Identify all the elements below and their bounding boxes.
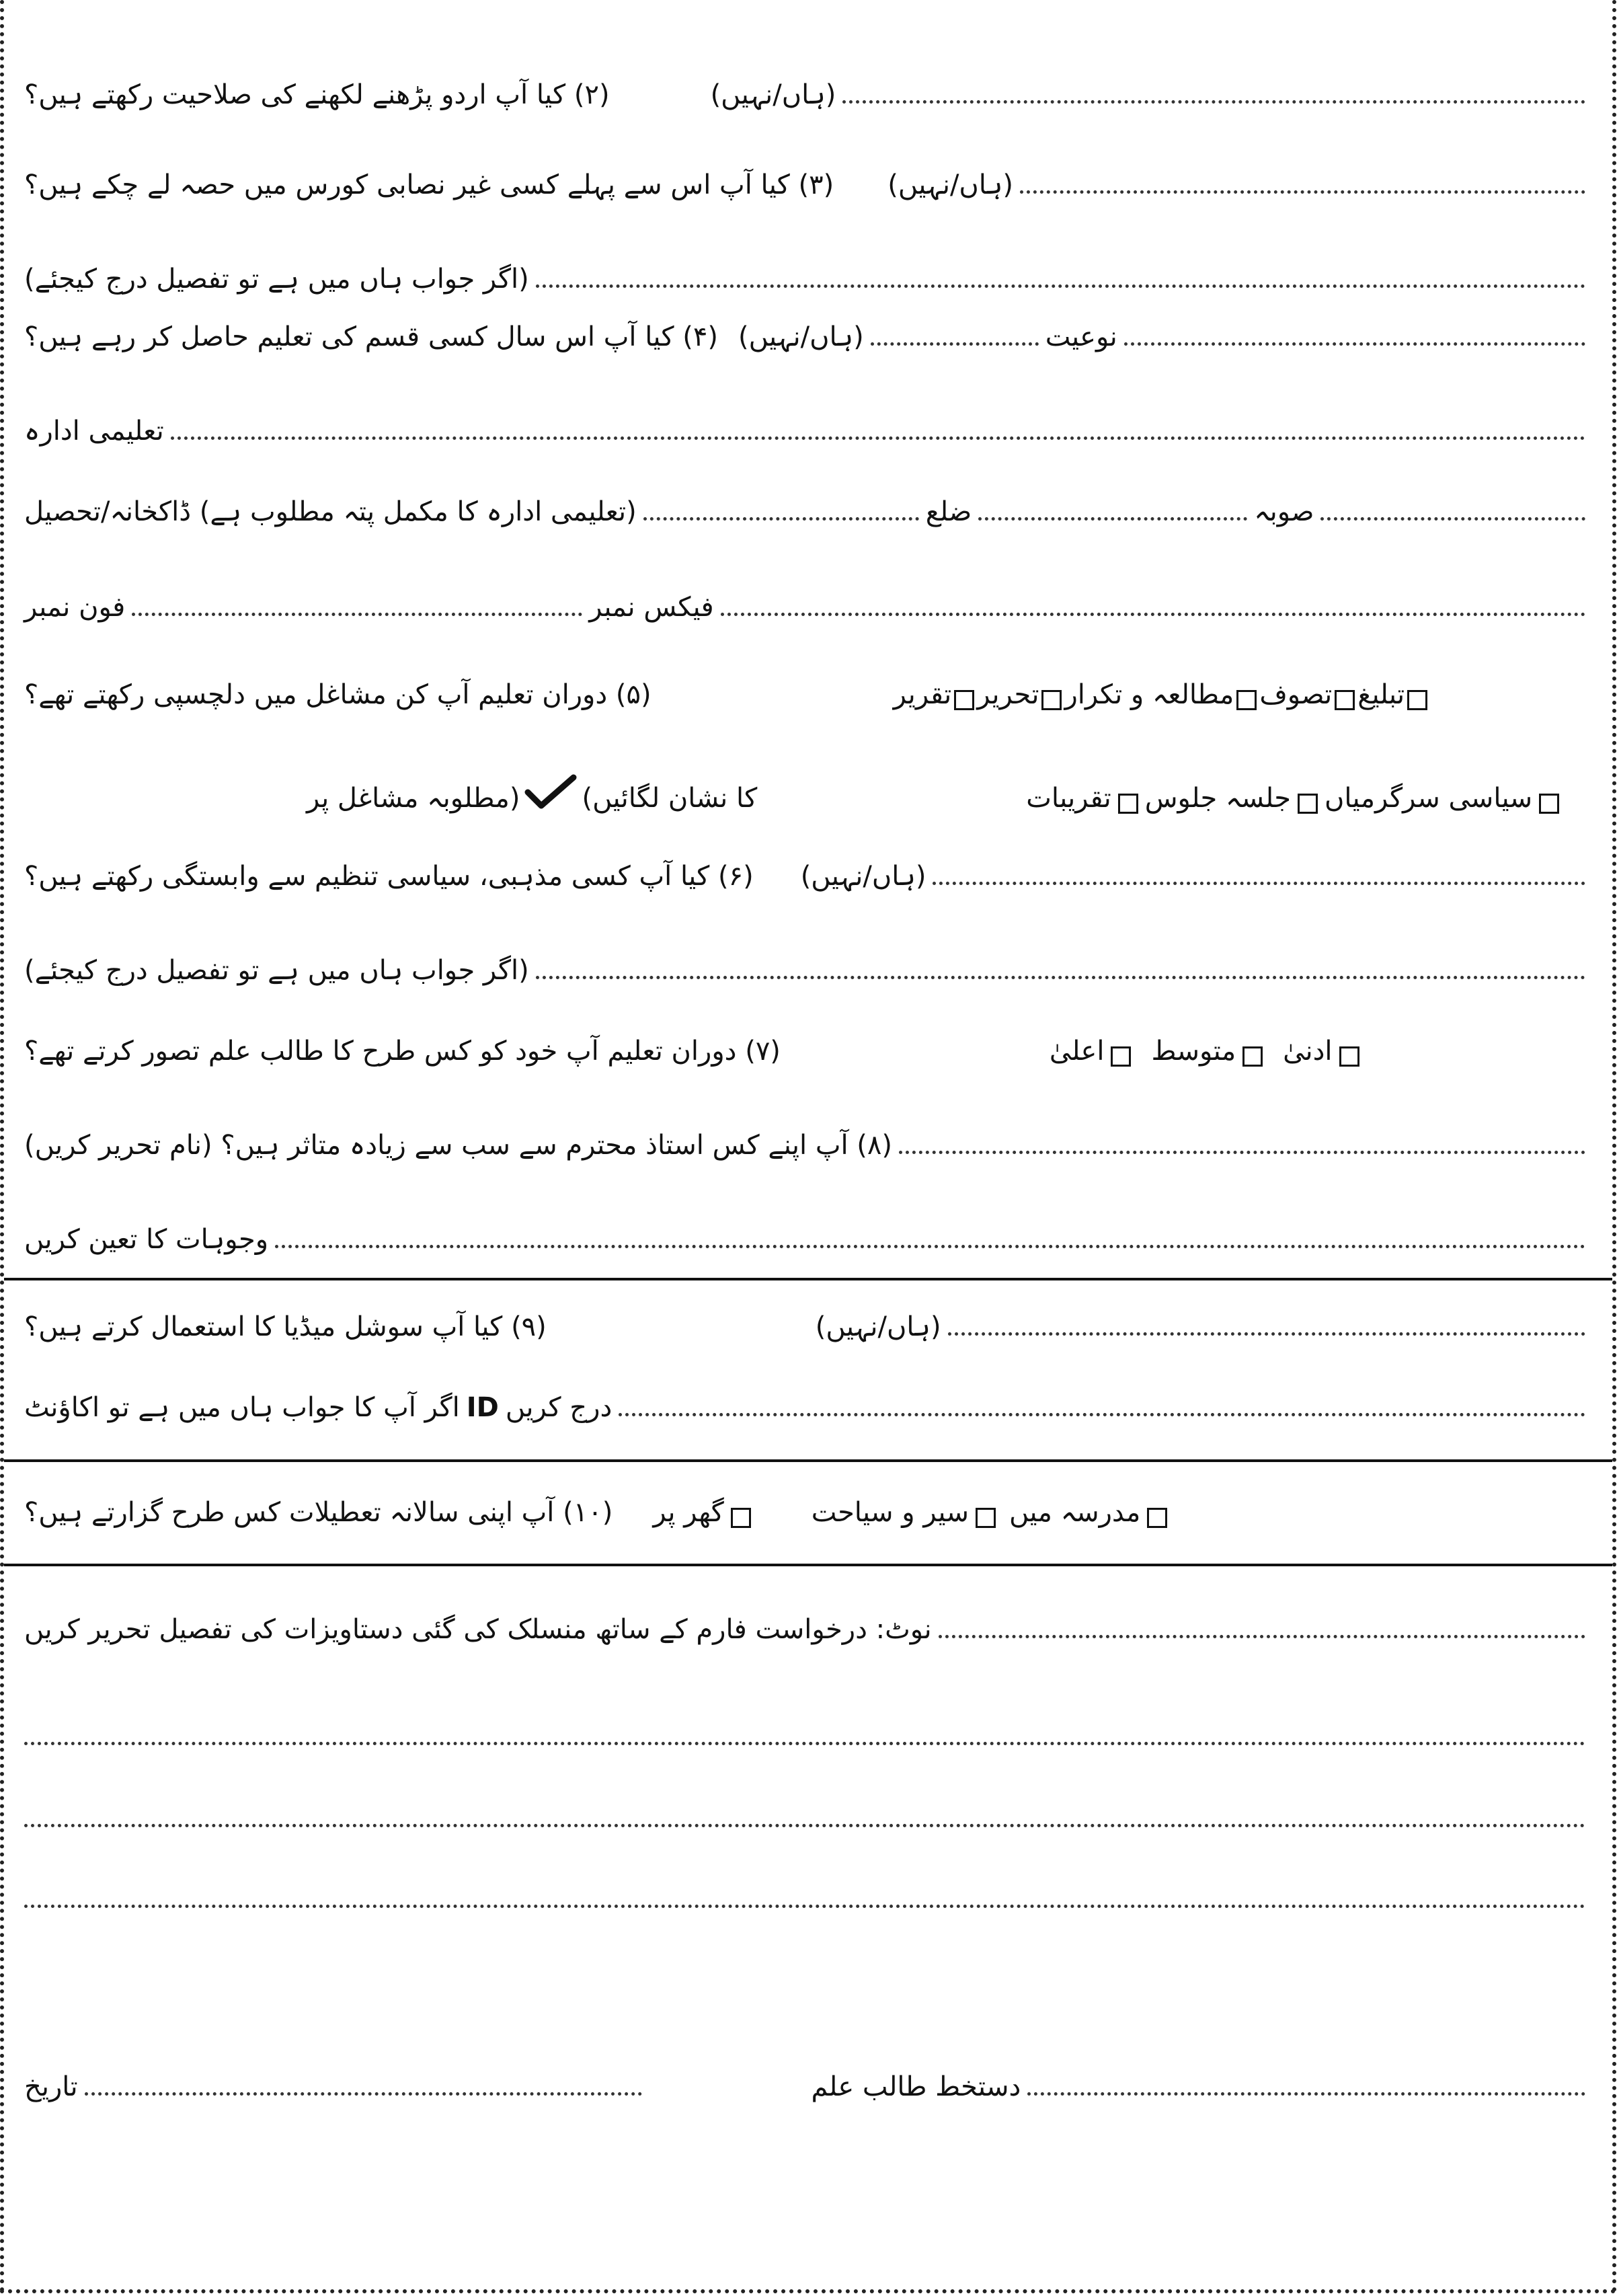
note-line-1[interactable] bbox=[939, 1635, 1585, 1638]
question-8-answer-line[interactable] bbox=[899, 1151, 1585, 1154]
question-9-answer: (ہاں/نہیں) bbox=[815, 1311, 941, 1342]
hobby-checkbox-8[interactable] bbox=[1539, 794, 1559, 814]
vacation-option-3: مدرسہ میں bbox=[1009, 1497, 1141, 1528]
question-9-account-a: اگر آپ کا جواب ہاں میں ہے تو اکاؤنٹ bbox=[24, 1392, 460, 1423]
question-3-note: (اگر جواب ہاں میں ہے تو تفصیل درج کیجئے) bbox=[24, 264, 529, 295]
question-2-answer-line[interactable] bbox=[842, 100, 1585, 104]
note-line-3[interactable] bbox=[24, 1824, 1585, 1827]
address-row bbox=[24, 496, 1592, 527]
question-10 bbox=[24, 1497, 1592, 1528]
question-8 bbox=[24, 1130, 1592, 1161]
note-text: نوٹ: درخواست فارم کے ساتھ منسلک کی گئی دستاویزات کی تفصیل تحریر کریں bbox=[24, 1614, 932, 1645]
question-6-note: (اگر جواب ہاں میں ہے تو تفصیل درج کیجئے) bbox=[24, 955, 529, 986]
question-6 bbox=[24, 861, 1592, 892]
question-9-text: (۹) کیا آپ سوشل میڈیا کا استعمال کرتے ہیں؟ bbox=[24, 1311, 547, 1342]
hobby-option-2: تحریر bbox=[977, 679, 1039, 710]
province-label: صوبہ bbox=[1254, 496, 1314, 527]
question-4-text: (۴) کیا آپ اس سال کسی قسم کی تعلیم حاصل کر رہے ہیں؟ bbox=[24, 321, 718, 352]
footer-row bbox=[24, 2071, 1592, 2102]
phone-line[interactable] bbox=[132, 613, 582, 616]
institute-line[interactable] bbox=[171, 436, 1585, 440]
fax-line[interactable] bbox=[721, 613, 1585, 616]
question-3 bbox=[24, 169, 1592, 200]
tehsil-line[interactable] bbox=[643, 517, 919, 521]
signature-line[interactable] bbox=[1027, 2092, 1585, 2096]
question-9 bbox=[24, 1311, 1592, 1342]
hobby-option-8: سیاسی سرگرمیاں bbox=[1324, 783, 1533, 814]
note-line-2[interactable] bbox=[24, 1742, 1585, 1745]
hobby-option-4: تصوف bbox=[1259, 679, 1333, 710]
question-9-account-id: ID bbox=[466, 1392, 499, 1423]
province-line[interactable] bbox=[1320, 517, 1585, 521]
question-6-answer-line[interactable] bbox=[933, 882, 1585, 885]
question-7 bbox=[24, 1036, 1592, 1067]
date-line[interactable] bbox=[85, 2092, 643, 2096]
hobby-checkbox-2[interactable] bbox=[1041, 690, 1062, 710]
fax-label: فیکس نمبر bbox=[589, 592, 714, 623]
question-9-account-row bbox=[24, 1392, 1592, 1423]
question-4-kind-line[interactable] bbox=[1124, 342, 1585, 346]
checkmark-icon bbox=[524, 773, 578, 814]
social-account-line[interactable] bbox=[619, 1413, 1585, 1416]
vacation-checkbox-1[interactable] bbox=[731, 1508, 751, 1528]
note-row bbox=[24, 1614, 1592, 1645]
question-4-answer-line[interactable] bbox=[871, 342, 1039, 346]
student-rating-checkbox-2[interactable] bbox=[1242, 1046, 1263, 1067]
question-5-hint-a: (مطلوبہ مشاغل پر bbox=[307, 783, 520, 814]
question-8-reasons-line[interactable] bbox=[275, 1245, 1585, 1248]
section-divider-3 bbox=[4, 1564, 1612, 1566]
hobby-option-1: تقریر bbox=[893, 679, 952, 710]
question-3-note-row bbox=[24, 264, 1592, 295]
student-rating-option-2: متوسط bbox=[1151, 1036, 1236, 1067]
address-label: (تعلیمی ادارہ کا مکمل پتہ مطلوب ہے) ڈاکخانہ/تحصیل bbox=[24, 496, 637, 527]
question-6-detail-line[interactable] bbox=[536, 976, 1585, 979]
question-8-text: (۸) آپ اپنے کس استاذ محترم سے سب سے زیادہ متاثر ہیں؟ (نام تحریر کریں) bbox=[24, 1130, 892, 1161]
student-rating-option-1: اعلیٰ bbox=[1049, 1036, 1105, 1067]
hobby-option-7: جلسہ جلوس bbox=[1144, 783, 1291, 814]
question-9-answer-line[interactable] bbox=[948, 1332, 1585, 1336]
question-2-text: (۲) کیا آپ اردو پڑھنے لکھنے کی صلاحیت رکھتے ہیں؟ bbox=[24, 79, 610, 110]
vacation-checkbox-2[interactable] bbox=[976, 1508, 996, 1528]
institute-label: تعلیمی ادارہ bbox=[24, 416, 164, 447]
institute-row bbox=[24, 416, 1592, 447]
hobby-checkbox-7[interactable] bbox=[1298, 794, 1318, 814]
phone-row bbox=[24, 592, 1592, 623]
hobby-checkbox-5[interactable] bbox=[1407, 690, 1427, 710]
question-4-answer: (ہاں/نہیں) bbox=[738, 321, 864, 352]
question-5-hint-b: کا نشان لگائیں) bbox=[582, 783, 758, 814]
hobby-checkbox-3[interactable] bbox=[1236, 690, 1257, 710]
hobby-checkbox-1[interactable] bbox=[954, 690, 974, 710]
question-6-text: (۶) کیا آپ کسی مذہبی، سیاسی تنظیم سے وابستگی رکھتے ہیں؟ bbox=[24, 861, 754, 892]
hobby-option-3: مطالعہ و تکرار bbox=[1064, 679, 1234, 710]
phone-label: فون نمبر bbox=[24, 592, 126, 623]
question-2-answer: (ہاں/نہیں) bbox=[710, 79, 836, 110]
student-rating-option-3: ادنیٰ bbox=[1283, 1036, 1333, 1067]
question-5 bbox=[24, 679, 1592, 710]
vacation-option-1: گھر پر bbox=[653, 1497, 724, 1528]
hobby-option-6: تقریبات bbox=[1026, 783, 1111, 814]
note-line-4[interactable] bbox=[24, 1905, 1585, 1908]
question-5-text: (۵) دوران تعلیم آپ کن مشاغل میں دلچسپی رکھتے تھے؟ bbox=[24, 679, 651, 710]
student-rating-checkbox-1[interactable] bbox=[1111, 1046, 1131, 1067]
hobby-option-5: تبلیغ bbox=[1357, 679, 1405, 710]
question-6-answer: (ہاں/نہیں) bbox=[800, 861, 926, 892]
hobby-checkbox-4[interactable] bbox=[1335, 690, 1355, 710]
student-rating-checkbox-3[interactable] bbox=[1339, 1046, 1359, 1067]
question-3-detail-line[interactable] bbox=[536, 284, 1585, 288]
vacation-checkbox-3[interactable] bbox=[1147, 1508, 1167, 1528]
question-7-text: (۷) دوران تعلیم آپ خود کو کس طرح کا طالب علم تصور کرتے تھے؟ bbox=[24, 1036, 781, 1067]
question-3-text: (۳) کیا آپ اس سے پہلے کسی غیر نصابی کورس میں حصہ لے چکے ہیں؟ bbox=[24, 169, 834, 200]
district-label: ضلع bbox=[925, 496, 972, 527]
question-8-reasons-row bbox=[24, 1224, 1592, 1255]
section-divider-1 bbox=[4, 1278, 1612, 1280]
question-8-reasons: وجوہات کا تعین کریں bbox=[24, 1224, 269, 1255]
signature-label: دستخط طالب علم bbox=[811, 2071, 1021, 2102]
question-3-answer-line[interactable] bbox=[1020, 190, 1585, 194]
question-10-text: (۱۰) آپ اپنی سالانہ تعطیلات کس طرح گزارتے ہیں؟ bbox=[24, 1497, 613, 1528]
hobby-checkbox-6[interactable] bbox=[1118, 794, 1138, 814]
district-line[interactable] bbox=[978, 517, 1247, 521]
question-6-note-row bbox=[24, 955, 1592, 986]
question-2 bbox=[24, 79, 1592, 110]
question-5-row-2 bbox=[24, 773, 1592, 814]
section-divider-2 bbox=[4, 1459, 1612, 1462]
date-label: تاریخ bbox=[24, 2071, 78, 2102]
vacation-option-2: سیر و سیاحت bbox=[811, 1497, 969, 1528]
question-4-kind-label: نوعیت bbox=[1045, 321, 1117, 352]
question-3-answer: (ہاں/نہیں) bbox=[887, 169, 1014, 200]
question-4 bbox=[24, 321, 1592, 352]
question-9-account-b: درج کریں bbox=[505, 1392, 613, 1423]
